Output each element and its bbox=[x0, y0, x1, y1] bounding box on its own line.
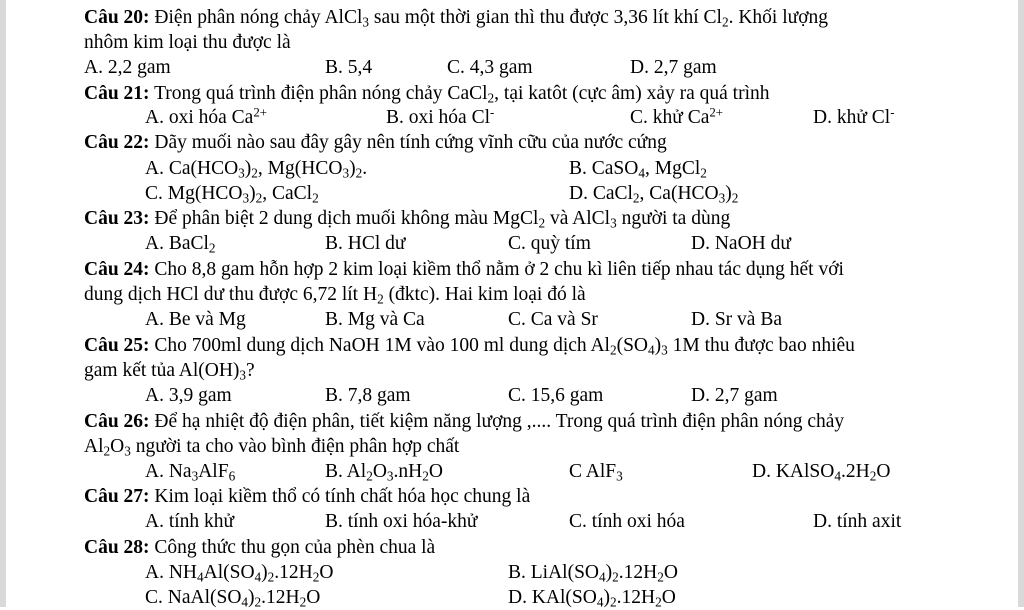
q28-option-b: B. $LiAl(SO_4)_2.12H_2O$ bbox=[508, 562, 678, 585]
q23-option-a: A. BaCl$_2$ bbox=[145, 233, 216, 256]
q24-line2: dung dịch HCl dư thu được 6,72 lít $H_2$ (đktc). Hai kim loại đó là bbox=[84, 284, 586, 307]
q27-option-c: C. tính oxi hóa bbox=[569, 511, 685, 532]
q25-option-a: A. 3,9 gam bbox=[145, 385, 232, 406]
q20-option-c: C. 4,3 gam bbox=[447, 57, 533, 78]
q25-option-c: C. 15,6 gam bbox=[508, 385, 604, 406]
q24-option-d: D. Sr và Ba bbox=[691, 309, 782, 330]
q26-option-d: D. $KAlSO_4.2H_2O$ bbox=[752, 461, 891, 484]
q20-option-b: B. 5,4 bbox=[325, 57, 373, 78]
q20-label: Câu 20: bbox=[84, 7, 150, 28]
q23-option-c: C. quỳ tím bbox=[508, 233, 591, 254]
q26-option-c: C AlF$_3$ bbox=[569, 461, 623, 484]
q24-option-c: C. Ca và Sr bbox=[508, 309, 598, 330]
q28-label: Câu 28: bbox=[84, 537, 150, 558]
q26-option-b: B. $Al_2O_3.nH_2O$ bbox=[325, 461, 443, 484]
q28-option-a: A. $NH_4Al(SO_4)_2.12H_2O$ bbox=[145, 562, 334, 585]
q25-line2: gam kết tủa $Al(OH)_3$? bbox=[84, 360, 255, 383]
q21-option-a: A. oxi hóa $Ca^{2+}$ bbox=[145, 105, 268, 128]
q21-option-b: B. oxi hóa Cl- bbox=[386, 105, 495, 128]
q27-option-a: A. tính khử bbox=[145, 511, 235, 532]
q22-option-d: D. CaCl$_2$, $Ca(HCO_3)_2$ bbox=[569, 183, 739, 206]
q26-line1: Câu 26: Để hạ nhiệt độ điện phân, tiết kiệm năng lượng ,.... Trong quá trình điện phân nóng chảy bbox=[84, 411, 845, 432]
q24-option-b: B. Mg và Ca bbox=[325, 309, 425, 330]
q22-line1: Câu 22: Dãy muối nào sau đây gây nên tính cứng vĩnh cữu của nước cứng bbox=[84, 132, 667, 153]
q24-line1: Câu 24: Cho 8,8 gam hỗn hợp 2 kim loại kiềm thổ nằm ở 2 chu kì liên tiếp nhau tác dụng hết với bbox=[84, 259, 844, 280]
q25-label: Câu 25: bbox=[84, 335, 150, 356]
q25-line1: Câu 25: Cho 700ml dung dịch NaOH 1M vào 100 ml dung dịch $Al_2(SO_4)_3$ 1M thu được bao nhiêu bbox=[84, 335, 855, 358]
q23-line1: Câu 23: Để phân biệt 2 dung dịch muối không màu MgCl$_2$ và AlCl$_3$ người ta dùng bbox=[84, 208, 731, 231]
q20-option-a: A. 2,2 gam bbox=[84, 57, 171, 78]
q27-line1: Câu 27: Kim loại kiềm thổ có tính chất hóa học chung là bbox=[84, 486, 531, 507]
q24-label: Câu 24: bbox=[84, 259, 150, 280]
q23-label: Câu 23: bbox=[84, 208, 150, 229]
q28-option-c: C. $NaAl(SO_4)_2.12H_2O$ bbox=[145, 587, 321, 610]
q24-option-a: A. Be và Mg bbox=[145, 309, 246, 330]
q20-line2: nhôm kim loại thu được là bbox=[84, 32, 291, 53]
q22-option-a: A. $Ca(HCO_3)_2$, $Mg(HCO_3)_2$. bbox=[145, 158, 368, 181]
q21-label: Câu 21: bbox=[84, 83, 150, 104]
q22-label: Câu 22: bbox=[84, 132, 150, 153]
q22-option-b: B. CaSO$_4$, MgCl$_2$ bbox=[569, 158, 707, 181]
q28-option-d: D. $KAl(SO_4)_2.12H_2O$ bbox=[508, 587, 676, 610]
q26-line2: $Al_2O_3$ người ta cho vào bình điện phân hợp chất bbox=[84, 436, 460, 459]
q26-option-a: A. $Na_3AlF_6$ bbox=[145, 461, 236, 484]
q25-option-d: D. 2,7 gam bbox=[691, 385, 778, 406]
q27-option-b: B. tính oxi hóa-khử bbox=[325, 511, 478, 532]
q20-option-d: D. 2,7 gam bbox=[630, 57, 717, 78]
q28-line1: Câu 28: Công thức thu gọn của phèn chua là bbox=[84, 537, 436, 558]
q27-option-d: D. tính axit bbox=[813, 511, 902, 532]
q23-option-d: D. NaOH dư bbox=[691, 233, 791, 254]
q21-option-d: D. khử Cl- bbox=[813, 105, 895, 128]
q27-label: Câu 27: bbox=[84, 486, 150, 507]
q21-option-c: C. khử $Ca^{2+}$ bbox=[630, 105, 724, 128]
q26-label: Câu 26: bbox=[84, 411, 150, 432]
q22-option-c: C. $Mg(HCO_3)_2$, CaCl$_2$ bbox=[145, 183, 319, 206]
q25-option-b: B. 7,8 gam bbox=[325, 385, 411, 406]
q21-line1: Câu 21: Trong quá trình điện phân nóng chảy CaCl$_2$, tại katôt (cực âm) xảy ra quá trình bbox=[84, 83, 770, 106]
q23-option-b: B. HCl dư bbox=[325, 233, 406, 254]
q20-line1: Câu 20: Điện phân nóng chảy AlCl$_3$ sau một thời gian thì thu được 3,36 lít khí $Cl_2$. Khối lượng bbox=[84, 7, 829, 30]
